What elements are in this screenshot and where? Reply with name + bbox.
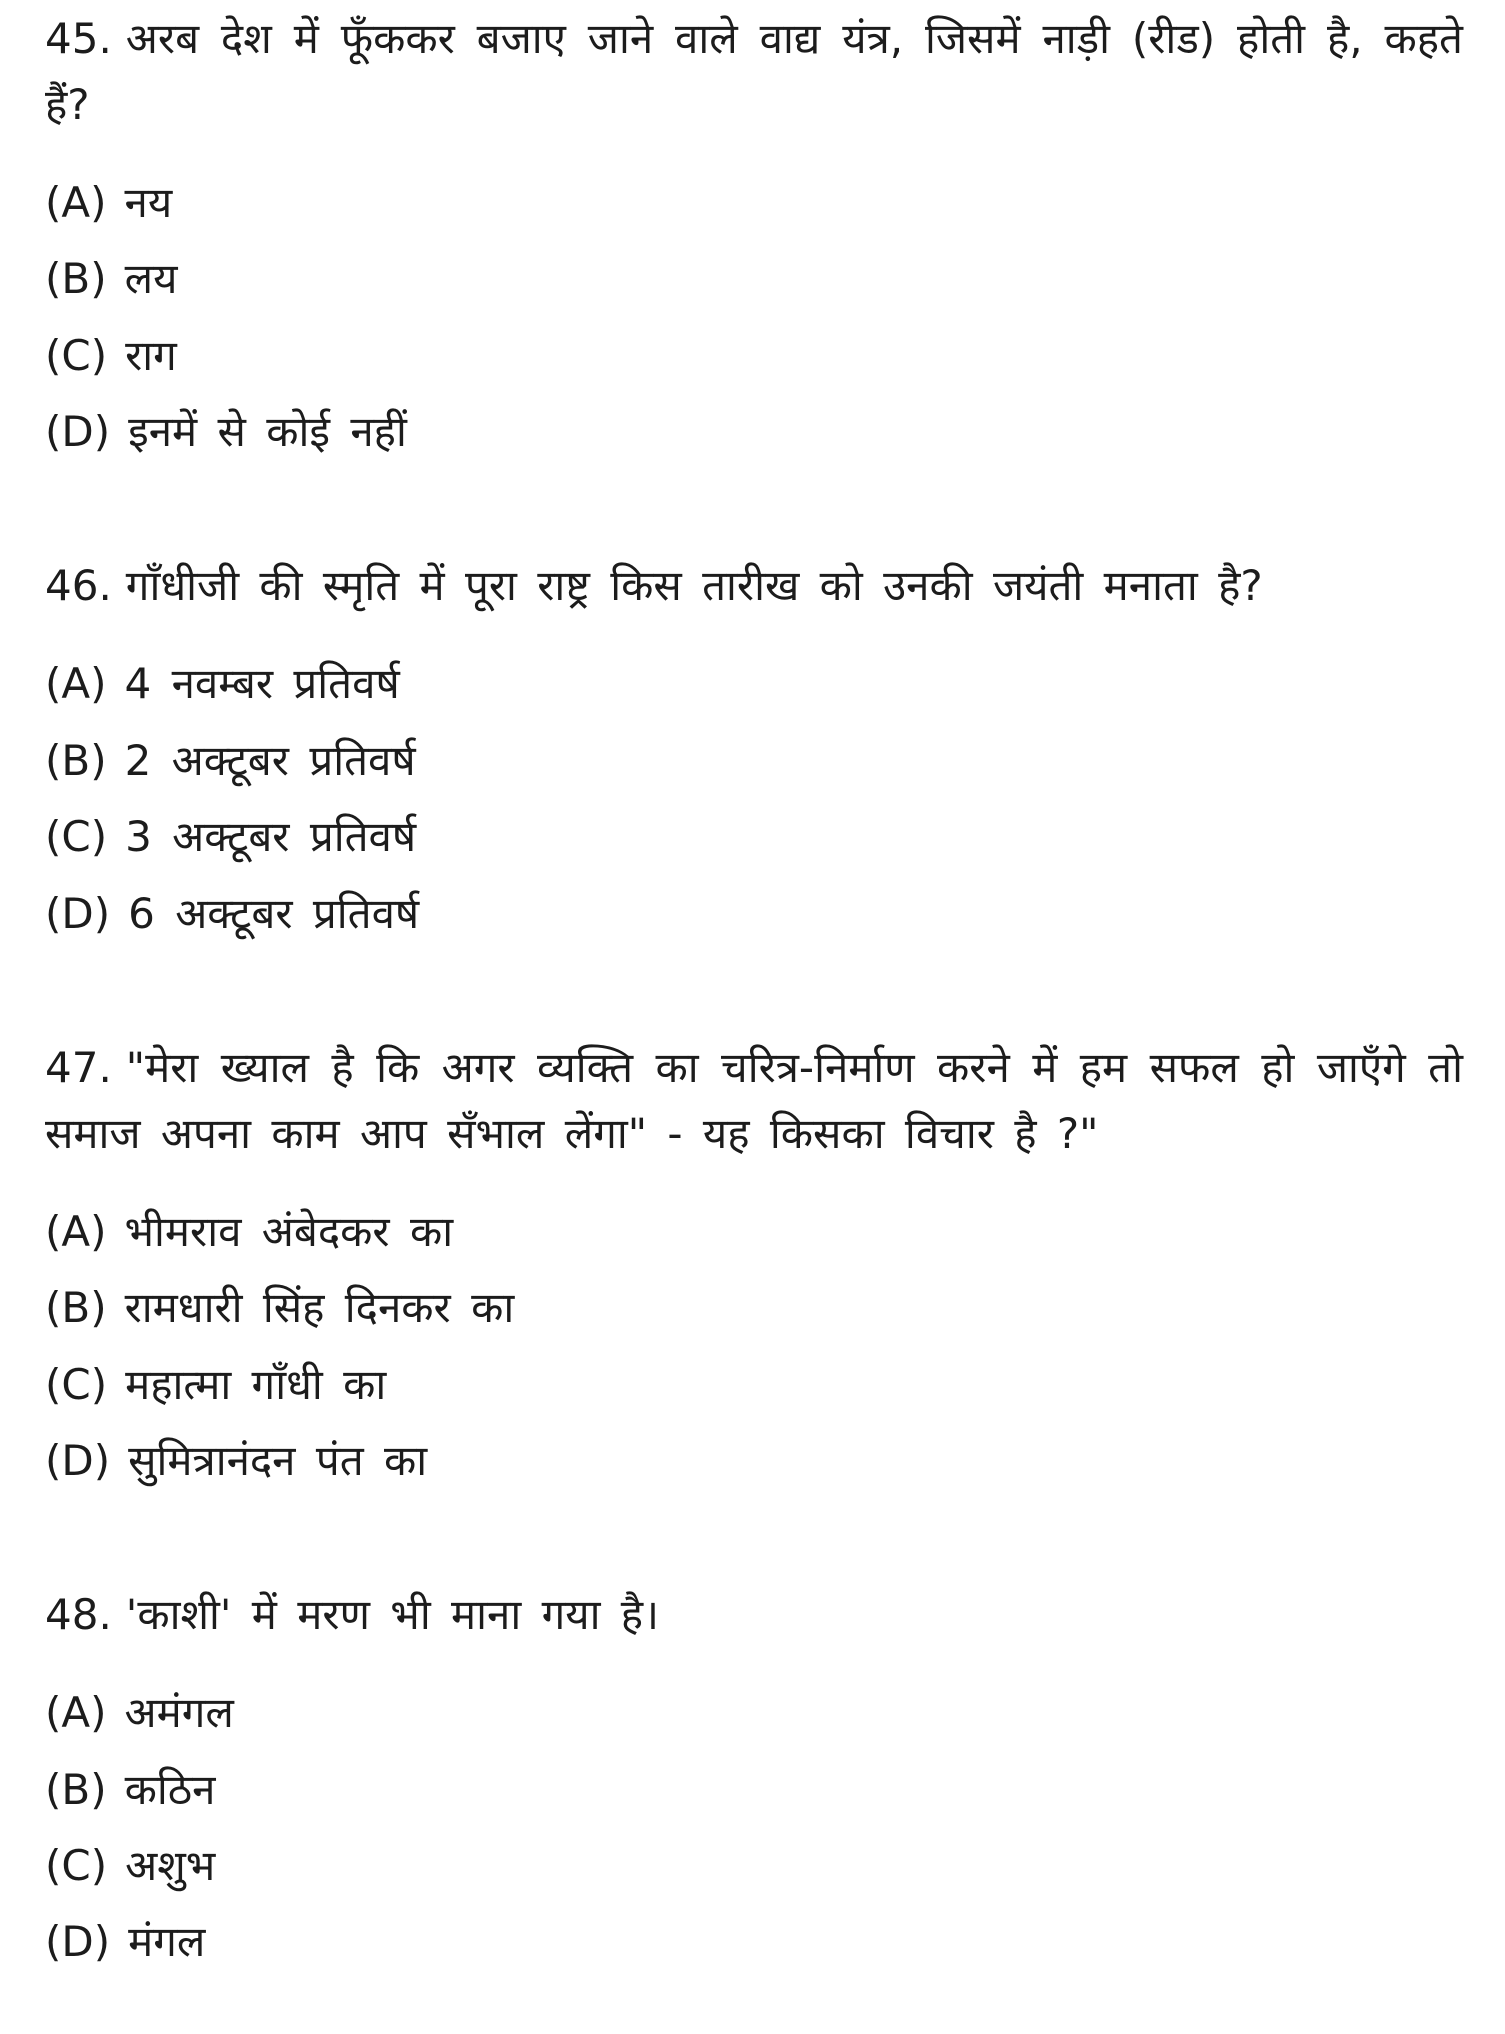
question-number: 47.: [45, 1042, 112, 1092]
option-text: मंगल: [128, 1917, 206, 1967]
option-letter: (B): [45, 254, 107, 304]
option-row-c: [45, 812, 1463, 862]
option-text: नय: [124, 177, 173, 227]
question-48: [45, 1582, 1463, 1968]
options-list: [45, 1207, 1463, 1487]
question-text: [45, 553, 1463, 619]
option-row-c: [45, 1841, 1463, 1891]
options-list: [45, 659, 1463, 939]
option-row-b: [45, 1283, 1463, 1333]
question-number: 46.: [45, 561, 112, 611]
question-body: 'काशी' में मरण भी माना गया है।: [125, 1590, 660, 1640]
option-row-a: [45, 659, 1463, 709]
option-letter: (D): [45, 888, 111, 938]
option-text: महात्मा गाँधी का: [125, 1359, 387, 1409]
option-row-b: [45, 1765, 1463, 1815]
question-body: गाँधीजी की स्मृति में पूरा राष्ट्र किस तारीख को उनकी जयंती मनाता है?: [125, 561, 1263, 611]
options-list: [45, 1688, 1463, 1968]
question-45: [45, 6, 1463, 457]
option-letter: (A): [45, 1206, 107, 1256]
option-text: अमंगल: [124, 1688, 234, 1738]
option-letter: (C): [45, 1359, 108, 1409]
option-row-d: [45, 889, 1463, 939]
option-text: 6 अक्टूबर प्रतिवर्ष: [128, 888, 420, 938]
option-text: कठिन: [124, 1764, 216, 1814]
option-text: 3 अक्टूबर प्रतिवर्ष: [125, 812, 417, 862]
question-number: 48.: [45, 1590, 112, 1640]
option-text: लय: [124, 254, 178, 304]
options-list: [45, 178, 1463, 458]
option-text: 2 अक्टूबर प्रतिवर्ष: [124, 735, 416, 785]
question-text: [45, 1582, 1463, 1648]
option-text: इनमें से कोई नहीं: [128, 407, 407, 457]
option-text: रामधारी सिंह दिनकर का: [124, 1283, 515, 1333]
option-letter: (D): [45, 1435, 111, 1485]
question-body: अरब देश में फूँककर बजाए जाने वाले वाद्य यंत्र, जिसमें नाड़ी (रीड) होती है, कहते हैं?: [45, 14, 1463, 129]
question-body: "मेरा ख्याल है कि अगर व्यक्ति का चरित्र-निर्माण करने में हम सफल हो जाएँगे तो समाज अपना काम आप सँभाल लेंगा" - यह किसका विचार है ?": [45, 1042, 1463, 1158]
question-46: [45, 553, 1463, 939]
option-text: अशुभ: [125, 1841, 216, 1891]
option-row-d: [45, 407, 1463, 457]
option-row-b: [45, 254, 1463, 304]
question-text: [45, 1035, 1463, 1167]
option-letter: (C): [45, 1841, 108, 1891]
option-text: सुमित्रानंदन पंत का: [128, 1435, 428, 1485]
option-letter: (C): [45, 812, 108, 862]
option-row-c: [45, 1360, 1463, 1410]
option-letter: (A): [45, 659, 107, 709]
question-number: 45.: [45, 14, 112, 63]
option-letter: (D): [45, 407, 111, 457]
option-letter: (A): [45, 1688, 107, 1738]
option-letter: (D): [45, 1917, 111, 1967]
option-row-c: [45, 331, 1463, 381]
option-row-a: [45, 178, 1463, 228]
option-row-b: [45, 736, 1463, 786]
option-row-d: [45, 1917, 1463, 1967]
option-text: 4 नवम्बर प्रतिवर्ष: [124, 659, 400, 709]
option-text: भीमराव अंबेदकर का: [124, 1206, 454, 1256]
option-letter: (C): [45, 330, 108, 380]
option-row-d: [45, 1436, 1463, 1486]
question-text: [45, 6, 1463, 138]
option-letter: (B): [45, 1764, 107, 1814]
option-text: राग: [125, 330, 177, 380]
option-letter: (A): [45, 177, 107, 227]
question-47: [45, 1035, 1463, 1486]
option-letter: (B): [45, 1283, 107, 1333]
option-letter: (B): [45, 735, 107, 785]
option-row-a: [45, 1207, 1463, 1257]
option-row-a: [45, 1688, 1463, 1738]
